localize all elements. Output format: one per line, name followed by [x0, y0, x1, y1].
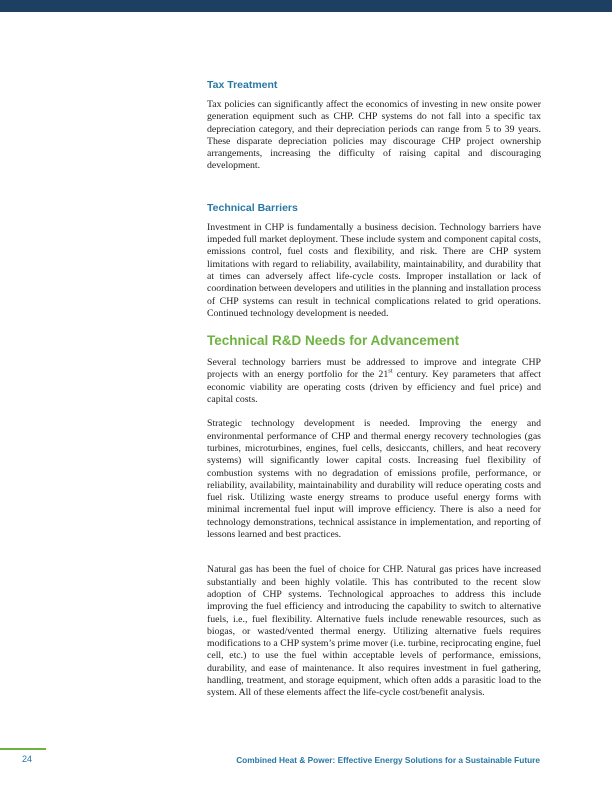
section-rd-needs — [207, 333, 541, 699]
superscript-st: st — [388, 368, 393, 376]
rd-paragraph-2: Strategic technology development is needed. Improving the energy and environmental performance of CHP and thermal energy recovery technologies (gas turbines, microturbines, engines, fuel cells, desiccants, chillers, and heat recovery systems) will significantly lower capital costs. Increasing fuel flexibility of combustion systems with no degradation of emissions profile, performance, or reliability, availability, maintainability and durability will reduce operating costs and fuel risk. Utilizing waste energy streams to produce useful energy forms with minimal incremental fuel input will improve efficiency. There is also a need for technology demonstrations, technical assistance in implementation, and reporting of lessons learned and best practices. — [207, 418, 541, 541]
rd-paragraph-1 — [207, 357, 541, 406]
section-heading-rd-needs: Technical R&D Needs for Advancement — [207, 333, 460, 349]
footer-report-title: Combined Heat & Power: Effective Energy Solutions for a Sustainable Future — [236, 755, 540, 765]
footer-accent-rule — [0, 748, 46, 750]
rd-paragraph-1-text-cont: century. Key parameters that affect economic viability are operating costs (driven by efficiency and fuel price) and capital costs. — [207, 369, 541, 406]
top-banner — [0, 0, 612, 12]
rd-paragraph-1-text: Several technology barriers must be addressed to improve and integrate CHP projects with an energy portfolio for the 21 — [207, 357, 541, 381]
paragraph-technical-barriers: Investment in CHP is fundamentally a business decision. Technology barriers have impeded full market deployment. These include system and component capital costs, emissions control, fuel costs and flexibility, and risk. There are CHP system limitations with regard to reliability, availability, maintainability, and durability that at times can adversely affect life-cycle costs. Improper installation or lack of coordination between developers and utilities in the planning and installation process of CHP systems can result in technical complications related to grid operations. Continued technology development is needed. — [207, 221, 541, 319]
section-technical-barriers — [207, 202, 541, 320]
section-heading-technical-barriers: Technical Barriers — [207, 201, 298, 214]
page-content — [207, 79, 541, 700]
section-heading-tax-treatment: Tax Treatment — [207, 79, 278, 91]
page-number: 24 — [22, 754, 33, 764]
paragraph-tax-treatment: Tax policies can significantly affect the economics of investing in new onsite power generation equipment such as CHP. CHP systems do not fall into a specific tax depreciation category, and their depreciation periods can range from 5 to 39 years. These disparate depreciation policies may discourage CHP project ownership arrangements, increasing the difficulty of raising capital and discouraging development. — [207, 99, 541, 172]
section-tax-treatment — [207, 79, 541, 173]
rd-paragraph-3: Natural gas has been the fuel of choice for CHP. Natural gas prices have increased substantially and been highly volatile. This has contributed to the recent slow adoption of CHP systems. Technological approaches to address this include improving the fuel efficiency and introducing the capability to switch to alternative fuels, i.e., fuel flexibility. Alternative fuels include renewable resources, such as biogas, or wasted/vented thermal energy. Utilizing alternative fuels requires modifications to a CHP system’s prime mover (i.e. turbine, reciprocating engine, fuel cell, etc.) to use the fuel within acceptable levels of performance, emissions, durability, and ease of maintenance. It also requires investment in fuel gathering, handling, treatment, and storage equipment, which often adds a parasitic load to the system. All of these elements affect the life-cycle cost/benefit analysis. — [207, 564, 542, 699]
